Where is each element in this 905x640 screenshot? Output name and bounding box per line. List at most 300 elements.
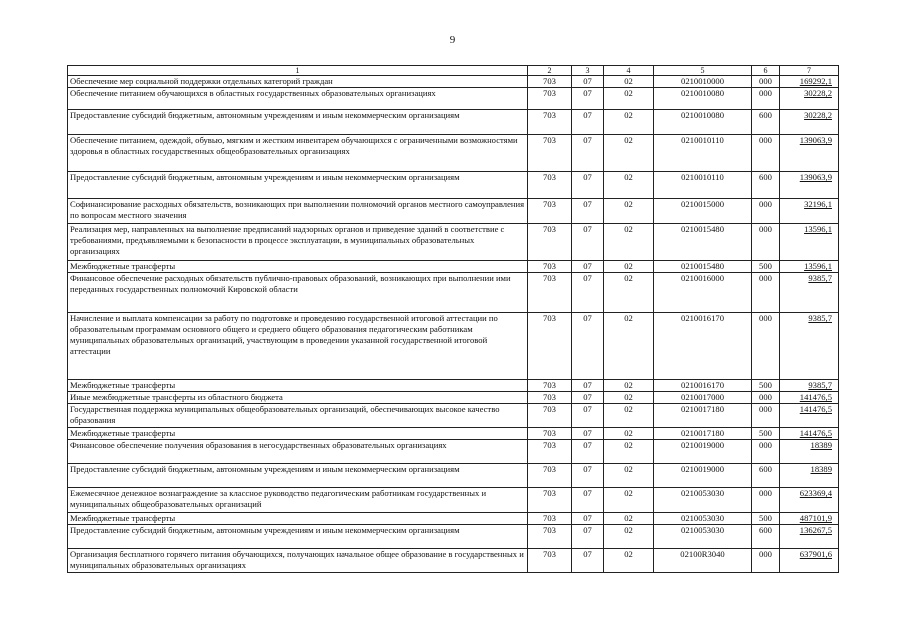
cell-subsection: 02 — [624, 525, 633, 535]
cell-target-article-cell — [654, 404, 752, 428]
row-name-cell — [68, 513, 528, 525]
cell-section-cell — [572, 525, 604, 549]
cell-target-article-cell — [654, 428, 752, 440]
cell-expense-type: 500 — [759, 261, 772, 271]
cell-expense-type-cell — [752, 428, 780, 440]
row-name-cell — [68, 488, 528, 513]
cell-target-article-cell — [654, 380, 752, 392]
cell-section: 07 — [583, 199, 592, 209]
table-row — [68, 549, 839, 573]
cell-section-cell — [572, 464, 604, 488]
row-name: Межбюджетные трансферты — [70, 513, 176, 523]
cell-ministry-code: 703 — [543, 224, 556, 234]
cell-ministry-code: 703 — [543, 135, 556, 145]
cell-subsection: 02 — [624, 172, 633, 182]
cell-section-cell — [572, 135, 604, 172]
cell-expense-type: 500 — [759, 380, 772, 390]
cell-section: 07 — [583, 313, 592, 323]
cell-expense-type: 000 — [759, 488, 772, 498]
cell-target-article: 0210017000 — [681, 392, 724, 402]
cell-amount-cell — [780, 440, 839, 464]
table-row — [68, 392, 839, 404]
cell-section: 07 — [583, 273, 592, 283]
cell-amount: 136267,5 — [799, 525, 832, 535]
cell-subsection: 02 — [624, 135, 633, 145]
cell-ministry-code: 703 — [543, 513, 556, 523]
table-row — [68, 488, 839, 513]
cell-subsection: 02 — [624, 224, 633, 234]
cell-section: 07 — [583, 549, 592, 559]
cell-target-article: 0210015480 — [681, 261, 724, 271]
cell-amount: 141476,5 — [799, 404, 832, 414]
cell-section-cell — [572, 313, 604, 380]
row-name-cell — [68, 392, 528, 404]
column-header: 6 — [752, 66, 780, 76]
cell-target-article-cell — [654, 392, 752, 404]
row-name-cell — [68, 525, 528, 549]
cell-ministry-code-cell — [528, 440, 572, 464]
table-row — [68, 428, 839, 440]
cell-section: 07 — [583, 88, 592, 98]
cell-amount: 637901,6 — [799, 549, 832, 559]
cell-expense-type: 000 — [759, 313, 772, 323]
row-name: Финансовое обеспечение расходных обязательств публично-правовых образований, возникающих при выполнении ими переданных государственных полномочий Кировской области — [70, 273, 511, 294]
cell-subsection-cell — [604, 440, 654, 464]
row-name-cell — [68, 76, 528, 88]
table-row — [68, 261, 839, 273]
cell-section: 07 — [583, 404, 592, 414]
cell-ministry-code: 703 — [543, 404, 556, 414]
cell-subsection-cell — [604, 313, 654, 380]
cell-expense-type-cell — [752, 513, 780, 525]
cell-expense-type: 000 — [759, 440, 772, 450]
row-name: Государственная поддержка муниципальных общеобразовательных организаций, обеспечивающих высокое качество образования — [70, 404, 500, 425]
cell-section-cell — [572, 172, 604, 199]
cell-expense-type-cell — [752, 488, 780, 513]
cell-amount: 18389 — [810, 440, 832, 450]
cell-expense-type: 000 — [759, 404, 772, 414]
cell-target-article: 0210053030 — [681, 513, 724, 523]
cell-expense-type: 000 — [759, 76, 772, 86]
column-header: 5 — [654, 66, 752, 76]
cell-ministry-code: 703 — [543, 313, 556, 323]
cell-target-article: 0210016000 — [681, 273, 724, 283]
cell-target-article: 0210017180 — [681, 404, 724, 414]
cell-amount-cell — [780, 392, 839, 404]
cell-section: 07 — [583, 172, 592, 182]
cell-target-article: 0210016170 — [681, 313, 724, 323]
cell-ministry-code-cell — [528, 88, 572, 110]
cell-expense-type: 500 — [759, 428, 772, 438]
cell-expense-type: 600 — [759, 172, 772, 182]
cell-subsection: 02 — [624, 76, 633, 86]
cell-ministry-code: 703 — [543, 488, 556, 498]
cell-subsection: 02 — [624, 513, 633, 523]
cell-amount: 141476,5 — [799, 392, 832, 402]
cell-expense-type: 000 — [759, 135, 772, 145]
cell-subsection-cell — [604, 525, 654, 549]
row-name-cell — [68, 440, 528, 464]
table-row — [68, 76, 839, 88]
cell-subsection: 02 — [624, 404, 633, 414]
cell-amount-cell — [780, 261, 839, 273]
table-row — [68, 404, 839, 428]
cell-ministry-code-cell — [528, 224, 572, 261]
cell-target-article-cell — [654, 440, 752, 464]
cell-target-article-cell — [654, 76, 752, 88]
cell-section: 07 — [583, 261, 592, 271]
cell-expense-type: 000 — [759, 224, 772, 234]
cell-expense-type-cell — [752, 313, 780, 380]
cell-subsection-cell — [604, 224, 654, 261]
cell-target-article-cell — [654, 261, 752, 273]
row-name: Начисление и выплата компенсации за работу по подготовке и проведению государственной итоговой аттестации по образовательным программам основного общего и среднего общего образования педагогическим работникам муниципальных образовательных организаций, участвующим в проведении указанной государственной итоговой аттестации — [70, 313, 498, 356]
cell-ministry-code: 703 — [543, 549, 556, 559]
row-name-cell — [68, 261, 528, 273]
cell-ministry-code: 703 — [543, 464, 556, 474]
cell-ministry-code: 703 — [543, 76, 556, 86]
cell-amount: 169292,1 — [799, 76, 832, 86]
cell-amount: 139063,9 — [799, 135, 832, 145]
cell-target-article: 0210010000 — [681, 76, 724, 86]
cell-amount-cell — [780, 380, 839, 392]
cell-target-article-cell — [654, 273, 752, 313]
cell-section: 07 — [583, 513, 592, 523]
cell-expense-type: 000 — [759, 273, 772, 283]
cell-amount-cell — [780, 488, 839, 513]
cell-amount: 9385,7 — [808, 380, 832, 390]
cell-subsection-cell — [604, 549, 654, 573]
cell-section: 07 — [583, 224, 592, 234]
cell-subsection: 02 — [624, 549, 633, 559]
cell-target-article: 0210010110 — [681, 135, 724, 145]
cell-subsection-cell — [604, 428, 654, 440]
cell-amount-cell — [780, 172, 839, 199]
cell-expense-type-cell — [752, 224, 780, 261]
row-name-cell — [68, 199, 528, 224]
cell-amount-cell — [780, 513, 839, 525]
cell-expense-type-cell — [752, 549, 780, 573]
cell-subsection-cell — [604, 110, 654, 135]
cell-subsection-cell — [604, 135, 654, 172]
cell-amount-cell — [780, 88, 839, 110]
table-row — [68, 464, 839, 488]
cell-section: 07 — [583, 440, 592, 450]
table-row — [68, 172, 839, 199]
table-row — [68, 224, 839, 261]
cell-ministry-code-cell — [528, 199, 572, 224]
cell-expense-type-cell — [752, 404, 780, 428]
cell-amount-cell — [780, 135, 839, 172]
cell-target-article-cell — [654, 135, 752, 172]
cell-section-cell — [572, 392, 604, 404]
cell-subsection-cell — [604, 464, 654, 488]
cell-target-article: 0210010110 — [681, 172, 724, 182]
cell-expense-type-cell — [752, 392, 780, 404]
cell-expense-type: 000 — [759, 199, 772, 209]
cell-target-article: 0210053030 — [681, 525, 724, 535]
cell-subsection: 02 — [624, 313, 633, 323]
cell-target-article-cell — [654, 172, 752, 199]
cell-section-cell — [572, 88, 604, 110]
table-row — [68, 313, 839, 380]
cell-target-article-cell — [654, 525, 752, 549]
cell-amount-cell — [780, 549, 839, 573]
cell-amount: 139063,9 — [799, 172, 832, 182]
cell-amount: 30228,2 — [804, 110, 832, 120]
cell-expense-type-cell — [752, 110, 780, 135]
cell-expense-type-cell — [752, 88, 780, 110]
cell-section-cell — [572, 549, 604, 573]
cell-amount-cell — [780, 110, 839, 135]
cell-ministry-code-cell — [528, 172, 572, 199]
cell-ministry-code-cell — [528, 76, 572, 88]
cell-amount: 9385,7 — [808, 313, 832, 323]
column-header: 4 — [604, 66, 654, 76]
cell-target-article-cell — [654, 313, 752, 380]
row-name-cell — [68, 110, 528, 135]
row-name: Обеспечение питанием обучающихся в областных государственных образовательных организациях — [70, 88, 436, 98]
cell-ministry-code: 703 — [543, 199, 556, 209]
cell-expense-type: 600 — [759, 525, 772, 535]
row-name-cell — [68, 404, 528, 428]
cell-ministry-code: 703 — [543, 440, 556, 450]
cell-ministry-code: 703 — [543, 525, 556, 535]
header-row — [68, 66, 839, 76]
cell-expense-type: 600 — [759, 464, 772, 474]
column-header: 2 — [528, 66, 572, 76]
cell-section-cell — [572, 513, 604, 525]
cell-subsection-cell — [604, 404, 654, 428]
cell-ministry-code: 703 — [543, 172, 556, 182]
cell-expense-type: 000 — [759, 549, 772, 559]
row-name: Межбюджетные трансферты — [70, 380, 176, 390]
cell-expense-type: 000 — [759, 392, 772, 402]
cell-section: 07 — [583, 392, 592, 402]
cell-ministry-code-cell — [528, 261, 572, 273]
cell-subsection-cell — [604, 380, 654, 392]
row-name-cell — [68, 313, 528, 380]
cell-subsection-cell — [604, 199, 654, 224]
cell-amount-cell — [780, 428, 839, 440]
table-row — [68, 88, 839, 110]
cell-subsection-cell — [604, 273, 654, 313]
cell-expense-type-cell — [752, 135, 780, 172]
column-header: 3 — [572, 66, 604, 76]
cell-ministry-code: 703 — [543, 110, 556, 120]
cell-subsection: 02 — [624, 392, 633, 402]
row-name: Организация бесплатного горячего питания обучающихся, получающих начальное общее образование в государственных и муниципальных образовательных организациях — [70, 549, 524, 570]
cell-amount: 32196,1 — [804, 199, 832, 209]
row-name: Предоставление субсидий бюджетным, автономным учреждениям и иным некоммерческим организациям — [70, 525, 460, 535]
cell-section: 07 — [583, 135, 592, 145]
row-name-cell — [68, 224, 528, 261]
cell-section-cell — [572, 488, 604, 513]
row-name: Обеспечение мер социальной поддержки отдельных категорий граждан — [70, 76, 333, 86]
cell-section-cell — [572, 76, 604, 88]
cell-section: 07 — [583, 525, 592, 535]
cell-ministry-code-cell — [528, 110, 572, 135]
cell-section-cell — [572, 199, 604, 224]
cell-subsection: 02 — [624, 88, 633, 98]
cell-subsection-cell — [604, 88, 654, 110]
cell-amount-cell — [780, 199, 839, 224]
cell-amount: 13596,1 — [804, 261, 832, 271]
row-name: Предоставление субсидий бюджетным, автономным учреждениям и иным некоммерческим организациям — [70, 464, 460, 474]
row-name-cell — [68, 464, 528, 488]
cell-subsection: 02 — [624, 488, 633, 498]
cell-subsection: 02 — [624, 261, 633, 271]
row-name: Межбюджетные трансферты — [70, 428, 176, 438]
cell-ministry-code: 703 — [543, 261, 556, 271]
row-name-cell — [68, 135, 528, 172]
cell-ministry-code-cell — [528, 313, 572, 380]
row-name-cell — [68, 380, 528, 392]
cell-target-article: 0210019000 — [681, 440, 724, 450]
cell-target-article-cell — [654, 513, 752, 525]
cell-ministry-code-cell — [528, 273, 572, 313]
cell-expense-type-cell — [752, 525, 780, 549]
row-name: Предоставление субсидий бюджетным, автономным учреждениям и иным некоммерческим организациям — [70, 110, 460, 120]
cell-target-article-cell — [654, 88, 752, 110]
cell-expense-type-cell — [752, 199, 780, 224]
cell-subsection-cell — [604, 392, 654, 404]
cell-expense-type-cell — [752, 464, 780, 488]
cell-expense-type: 500 — [759, 513, 772, 523]
cell-section-cell — [572, 273, 604, 313]
cell-ministry-code-cell — [528, 549, 572, 573]
row-name-cell — [68, 273, 528, 313]
cell-section-cell — [572, 404, 604, 428]
cell-target-article: 0210016170 — [681, 380, 724, 390]
cell-section-cell — [572, 428, 604, 440]
cell-target-article: 0210010080 — [681, 110, 724, 120]
cell-expense-type-cell — [752, 261, 780, 273]
row-name: Софинансирование расходных обязательств, возникающих при выполнении полномочий органов местного самоуправления по вопросам местного значения — [70, 199, 525, 220]
cell-subsection-cell — [604, 488, 654, 513]
cell-target-article: 0210015480 — [681, 224, 724, 234]
cell-amount-cell — [780, 76, 839, 88]
cell-ministry-code-cell — [528, 525, 572, 549]
row-name-cell — [68, 549, 528, 573]
cell-subsection-cell — [604, 261, 654, 273]
cell-ministry-code: 703 — [543, 273, 556, 283]
cell-section: 07 — [583, 76, 592, 86]
cell-amount: 13596,1 — [804, 224, 832, 234]
cell-target-article-cell — [654, 224, 752, 261]
cell-subsection: 02 — [624, 440, 633, 450]
cell-ministry-code-cell — [528, 404, 572, 428]
cell-expense-type-cell — [752, 440, 780, 464]
cell-amount-cell — [780, 525, 839, 549]
cell-ministry-code-cell — [528, 428, 572, 440]
row-name: Ежемесячное денежное вознаграждение за классное руководство педагогическим работникам государственных и муниципальных общеобразовательных организаций — [70, 488, 487, 509]
cell-subsection: 02 — [624, 380, 633, 390]
cell-target-article: 0210010080 — [681, 88, 724, 98]
cell-target-article: 0210017180 — [681, 428, 724, 438]
row-name: Обеспечение питанием, одеждой, обувью, мягким и жестким инвентарем обучающихся с ограниченными возможностями здоровья в областных государственных общеобразовательных организациях — [70, 135, 518, 156]
cell-section-cell — [572, 440, 604, 464]
cell-subsection-cell — [604, 76, 654, 88]
cell-ministry-code-cell — [528, 488, 572, 513]
cell-target-article: 0210019000 — [681, 464, 724, 474]
cell-ministry-code-cell — [528, 392, 572, 404]
row-name: Предоставление субсидий бюджетным, автономным учреждениям и иным некоммерческим организациям — [70, 172, 460, 182]
cell-amount: 18389 — [810, 464, 832, 474]
cell-section-cell — [572, 110, 604, 135]
cell-subsection: 02 — [624, 273, 633, 283]
table-row — [68, 110, 839, 135]
row-name: Иные межбюджетные трансферты из областного бюджета — [70, 392, 283, 402]
table-row — [68, 380, 839, 392]
cell-subsection: 02 — [624, 199, 633, 209]
table-row — [68, 199, 839, 224]
table-row — [68, 135, 839, 172]
cell-expense-type-cell — [752, 273, 780, 313]
row-name-cell — [68, 428, 528, 440]
cell-amount-cell — [780, 224, 839, 261]
cell-expense-type-cell — [752, 172, 780, 199]
cell-section-cell — [572, 224, 604, 261]
row-name-cell — [68, 172, 528, 199]
cell-ministry-code: 703 — [543, 380, 556, 390]
cell-ministry-code: 703 — [543, 88, 556, 98]
budget-table — [67, 65, 839, 573]
cell-ministry-code-cell — [528, 513, 572, 525]
cell-amount: 141476,5 — [799, 428, 832, 438]
column-header: 1 — [68, 66, 528, 76]
column-header: 7 — [780, 66, 839, 76]
cell-section: 07 — [583, 110, 592, 120]
cell-target-article: 02100R3040 — [680, 549, 725, 559]
cell-amount: 9385,7 — [808, 273, 832, 283]
page-number: 9 — [449, 34, 456, 46]
table-row — [68, 440, 839, 464]
cell-ministry-code-cell — [528, 464, 572, 488]
table-row — [68, 273, 839, 313]
table-row — [68, 525, 839, 549]
cell-target-article: 0210053030 — [681, 488, 724, 498]
cell-expense-type: 000 — [759, 88, 772, 98]
cell-target-article-cell — [654, 199, 752, 224]
cell-target-article-cell — [654, 464, 752, 488]
cell-section: 07 — [583, 464, 592, 474]
cell-section-cell — [572, 261, 604, 273]
cell-subsection: 02 — [624, 428, 633, 438]
cell-ministry-code: 703 — [543, 392, 556, 402]
cell-subsection-cell — [604, 172, 654, 199]
cell-target-article: 0210015000 — [681, 199, 724, 209]
row-name: Реализация мер, направленных на выполнение предписаний надзорных органов и приведение зданий в соответствие с требованиями, предъявляемыми к безопасности в процессе эксплуатации, в муниципальных образовательных организациях — [70, 224, 505, 256]
row-name: Финансовое обеспечение получения образования в негосударственных образовательных организациях — [70, 440, 447, 450]
cell-section: 07 — [583, 380, 592, 390]
cell-amount-cell — [780, 464, 839, 488]
row-name: Межбюджетные трансферты — [70, 261, 176, 271]
cell-section: 07 — [583, 428, 592, 438]
cell-section-cell — [572, 380, 604, 392]
cell-amount: 487101,9 — [799, 513, 832, 523]
table-row — [68, 513, 839, 525]
cell-section: 07 — [583, 488, 592, 498]
cell-ministry-code-cell — [528, 380, 572, 392]
cell-ministry-code: 703 — [543, 428, 556, 438]
cell-expense-type-cell — [752, 76, 780, 88]
row-name-cell — [68, 88, 528, 110]
cell-expense-type-cell — [752, 380, 780, 392]
cell-target-article-cell — [654, 488, 752, 513]
cell-amount: 30228,2 — [804, 88, 832, 98]
cell-amount-cell — [780, 404, 839, 428]
